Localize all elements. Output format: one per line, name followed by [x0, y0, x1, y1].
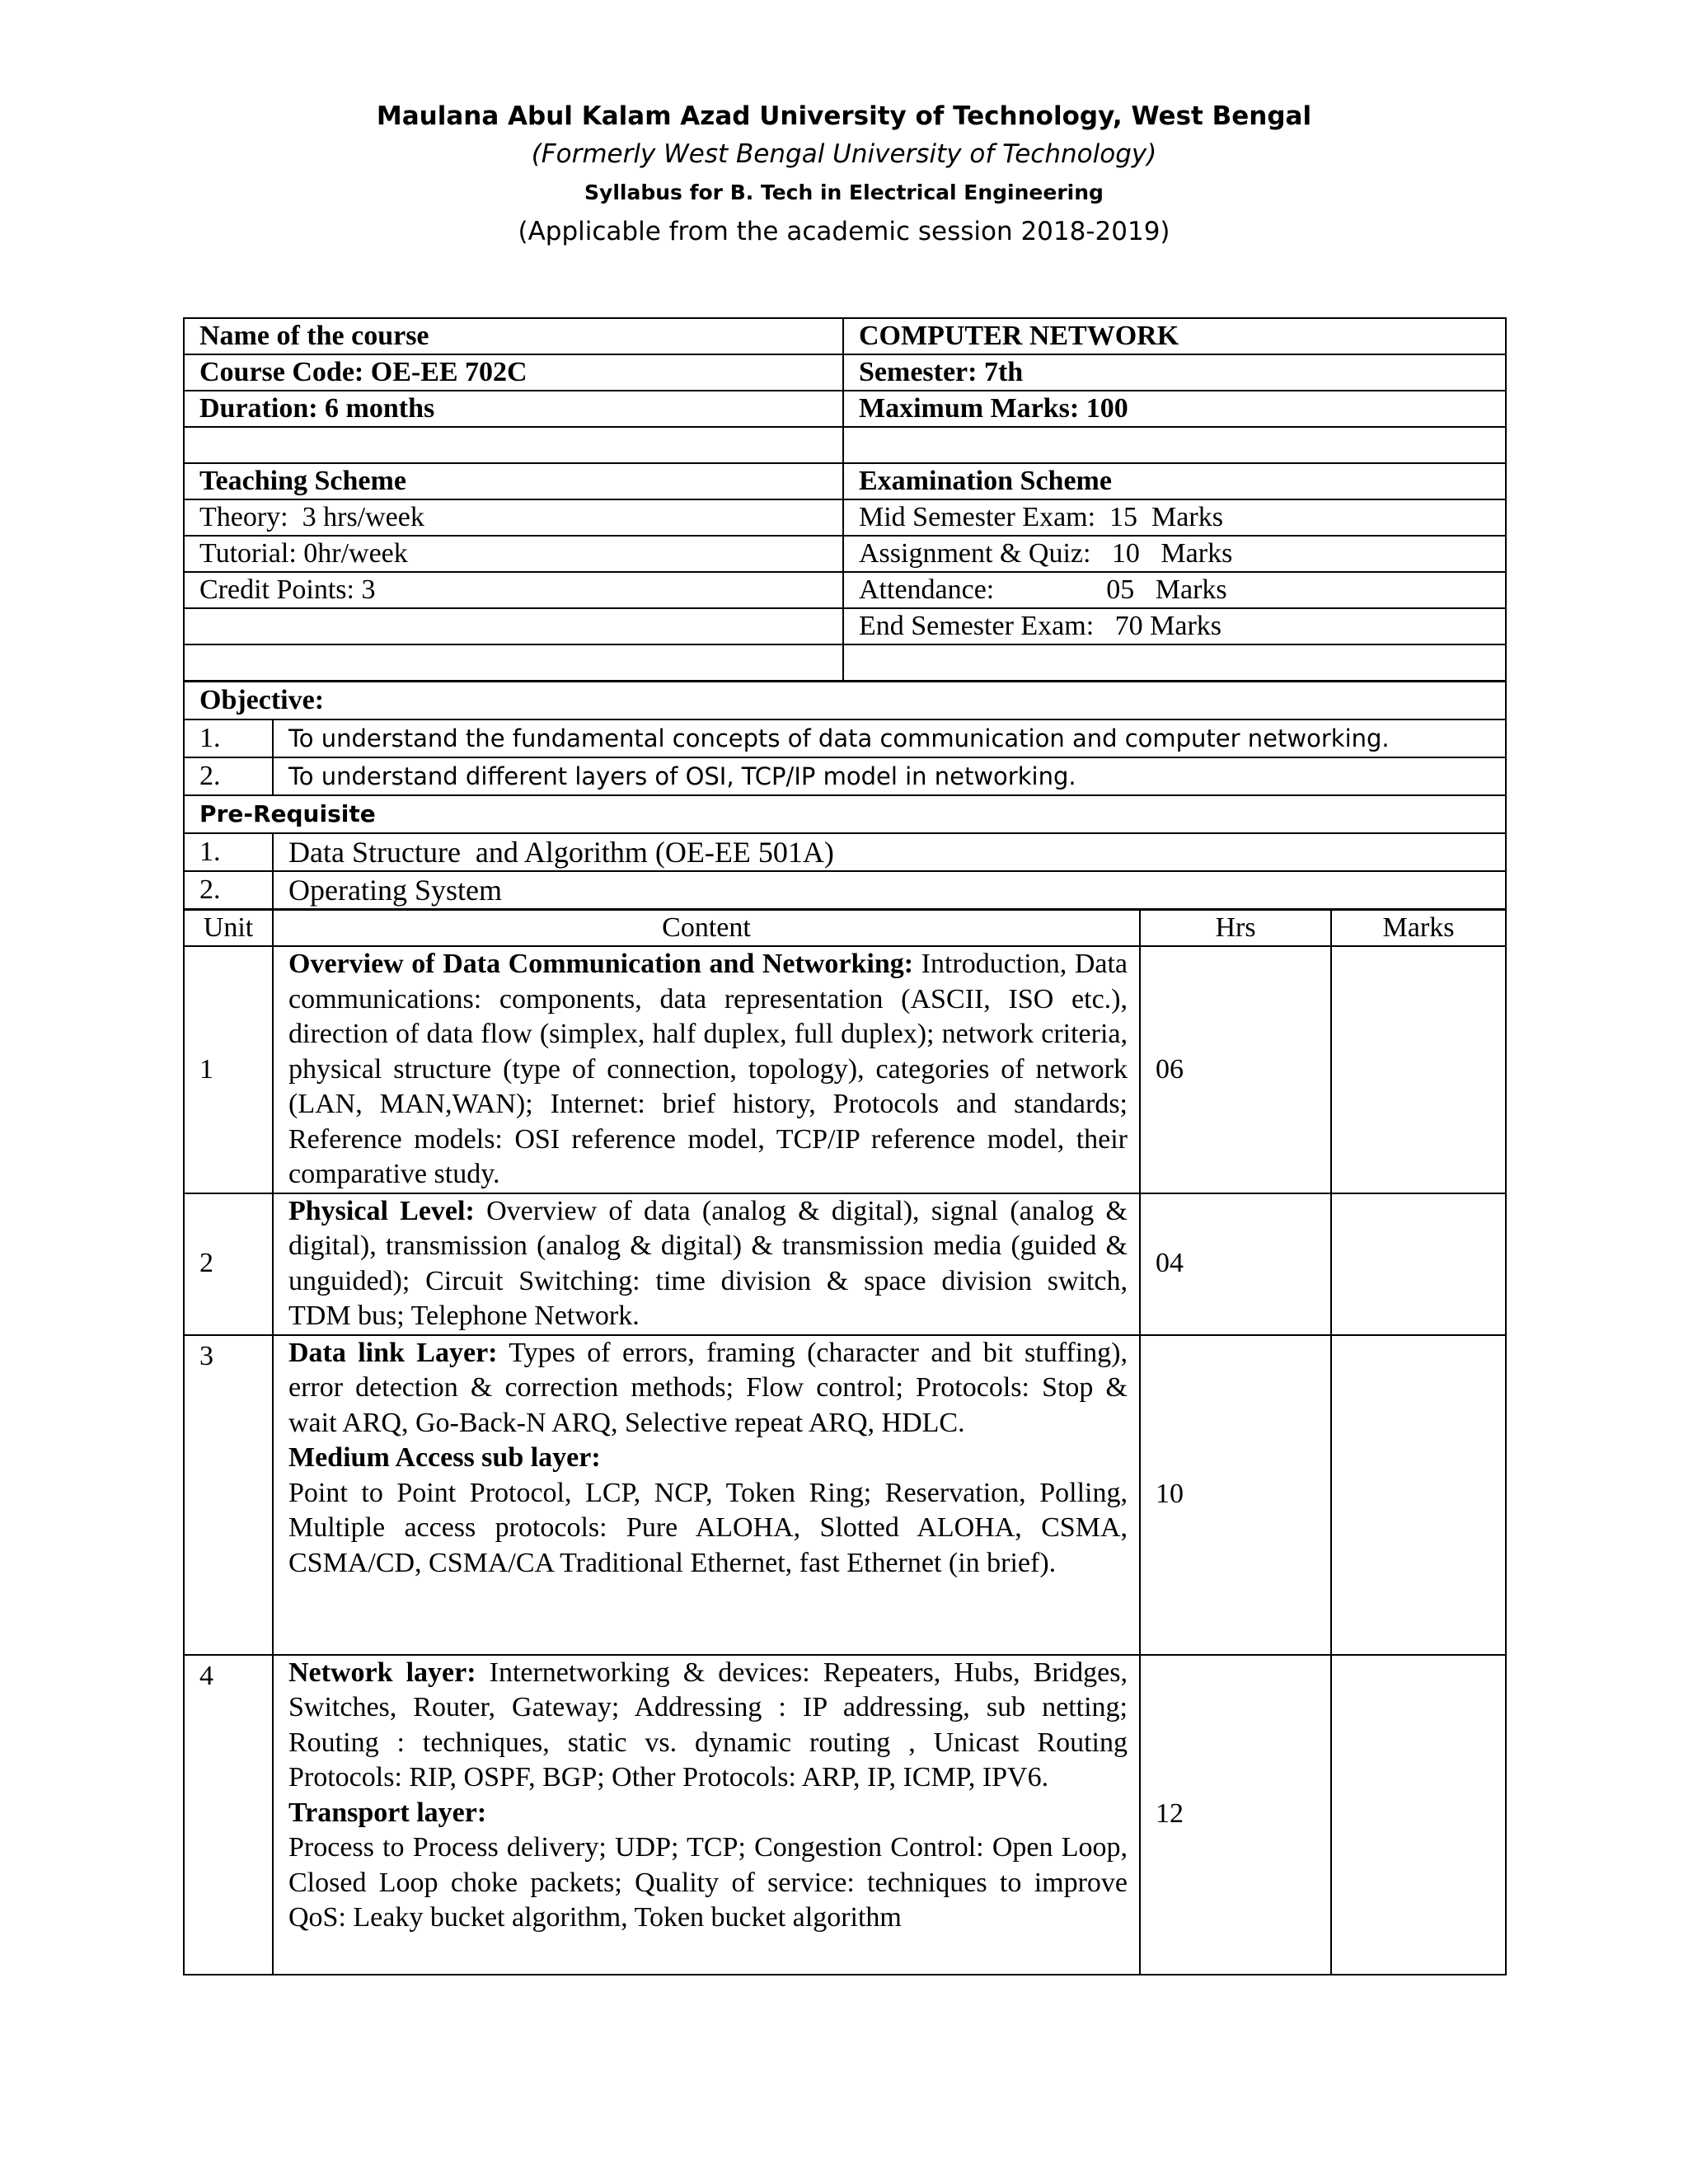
unit-subtitle: Medium Access sub layer:	[288, 1442, 601, 1473]
semester: Semester: 7th	[843, 354, 1506, 391]
course-name-label: Name of the course	[184, 318, 843, 354]
table-row	[184, 946, 1506, 1193]
unit-hours: 06	[1140, 946, 1331, 1193]
list-item	[184, 719, 1506, 757]
prerequisite-text: Operating System	[273, 871, 1506, 909]
prerequisite-heading: Pre-Requisite	[184, 795, 1506, 833]
unit-column-header: Unit	[184, 910, 273, 946]
table-row	[184, 682, 1506, 719]
prerequisite-text: Data Structure and Algorithm (OE-EE 501A)	[273, 833, 1506, 871]
document-header	[0, 97, 1688, 251]
unit-title: Data link Layer:	[288, 1337, 498, 1368]
objective-prerequisite-table	[183, 681, 1507, 910]
unit-subtitle: Transport layer:	[288, 1797, 487, 1828]
unit-hours: 04	[1140, 1193, 1331, 1335]
objective-text: To understand the fundamental concepts of data communication and computer networking.	[273, 719, 1506, 757]
table-row	[184, 427, 1506, 463]
unit-body: Internetworking & devices: Repeaters, Hubs, Bridges, Switches, Router, Gateway; Addressing : IP addressing, sub netting; Routing : techniques, static vs. dynamic routing , Unicast Routing Protocols: RIP, OSPF, BGP; Other Protocols: ARP, IP, ICMP, IPV6.	[288, 1657, 1128, 1793]
table-row	[184, 795, 1506, 833]
prerequisite-number: 2.	[184, 871, 273, 909]
course-info-table	[183, 317, 1507, 682]
unit-content	[273, 1193, 1140, 1335]
unit-marks	[1331, 1193, 1506, 1335]
end-semester-exam: End Semester Exam: 70 Marks	[843, 608, 1506, 644]
table-row	[184, 608, 1506, 644]
units-table	[183, 909, 1507, 1975]
table-row	[184, 1335, 1506, 1655]
list-item	[184, 833, 1506, 871]
table-header-row	[184, 910, 1506, 946]
prerequisite-number: 1.	[184, 833, 273, 871]
marks-column-header: Marks	[1331, 910, 1506, 946]
empty-cell	[184, 608, 843, 644]
unit-title: Overview of Data Communication and Networking:	[288, 949, 914, 979]
unit-hours: 12	[1140, 1655, 1331, 1975]
tutorial-hours: Tutorial: 0hr/week	[184, 536, 843, 572]
empty-cell	[184, 427, 843, 463]
unit-content	[273, 946, 1140, 1193]
empty-cell	[843, 644, 1506, 681]
unit-number: 2	[184, 1193, 273, 1335]
table-row	[184, 391, 1506, 427]
table-row	[184, 644, 1506, 681]
empty-cell	[184, 644, 843, 681]
unit-title: Network layer:	[288, 1657, 476, 1688]
assignment-quiz: Assignment & Quiz: 10 Marks	[843, 536, 1506, 572]
objective-number: 2.	[184, 757, 273, 795]
university-name: Maulana Abul Kalam Azad University of Technology, West Bengal	[376, 101, 1312, 131]
unit-subbody: Point to Point Protocol, LCP, NCP, Token Ring; Reservation, Polling, Multiple access protocols: Pure ALOHA, Slotted ALOHA, CSMA, CSMA/CD, CSMA/CA Traditional Ethernet, fast Ethernet (in brief).	[288, 1477, 1128, 1578]
unit-body: Types of errors, framing (character and bit stuffing), error detection & correction methods; Flow control; Protocols: Stop & wait ARQ, Go-Back-N ARQ, Selective repeat ARQ, HDLC.	[288, 1337, 1128, 1438]
unit-title: Physical Level:	[288, 1195, 475, 1226]
table-row	[184, 499, 1506, 536]
table-row	[184, 463, 1506, 499]
unit-number: 1	[184, 946, 273, 1193]
mid-semester-exam: Mid Semester Exam: 15 Marks	[843, 499, 1506, 536]
list-item	[184, 757, 1506, 795]
applicable-session: (Applicable from the academic session 2018-2019)	[518, 217, 1170, 246]
table-row	[184, 536, 1506, 572]
empty-cell	[843, 427, 1506, 463]
unit-marks	[1331, 946, 1506, 1193]
maximum-marks: Maximum Marks: 100	[843, 391, 1506, 427]
unit-content	[273, 1655, 1140, 1975]
objective-number: 1.	[184, 719, 273, 757]
syllabus-title: Syllabus for B. Tech in Electrical Engineering	[584, 180, 1104, 204]
table-row	[184, 1193, 1506, 1335]
unit-hours: 10	[1140, 1335, 1331, 1655]
unit-marks	[1331, 1655, 1506, 1975]
theory-hours: Theory: 3 hrs/week	[184, 499, 843, 536]
credit-points: Credit Points: 3	[184, 572, 843, 608]
hrs-column-header: Hrs	[1140, 910, 1331, 946]
formerly-name: (Formerly West Bengal University of Technology)	[531, 139, 1157, 169]
table-row	[184, 1655, 1506, 1975]
table-row	[184, 572, 1506, 608]
objective-heading: Objective:	[184, 682, 1506, 719]
objective-text: To understand different layers of OSI, TCP/IP model in networking.	[273, 757, 1506, 795]
unit-number: 4	[184, 1655, 273, 1975]
unit-body: Introduction, Data communications: components, data representation (ASCII, ISO etc.), direction of data flow (simplex, half duplex, full duplex); network criteria, physical structure (type of connection, topology), categories of network (LAN, MAN,WAN); Internet: brief history, Protocols and standards; Reference models: OSI reference model, TCP/IP reference model, their comparative study.	[288, 949, 1128, 1189]
unit-body: Overview of data (analog & digital), signal (analog & digital), transmission (analog & digital) & transmission media (guided & unguided); Circuit Switching: time division & space division switch, TDM bus; Telephone Network.	[288, 1195, 1128, 1331]
course-code: Course Code: OE-EE 702C	[184, 354, 843, 391]
teaching-scheme-heading: Teaching Scheme	[184, 463, 843, 499]
duration: Duration: 6 months	[184, 391, 843, 427]
list-item	[184, 871, 1506, 909]
attendance: Attendance: 05 Marks	[843, 572, 1506, 608]
unit-number: 3	[184, 1335, 273, 1655]
unit-subbody: Process to Process delivery; UDP; TCP; Congestion Control: Open Loop, Closed Loop choke packets; Quality of service: techniques to improve QoS: Leaky bucket algorithm, Token bucket algorithm	[288, 1832, 1128, 1933]
unit-content	[273, 1335, 1140, 1655]
content-column-header: Content	[273, 910, 1140, 946]
examination-scheme-heading: Examination Scheme	[843, 463, 1506, 499]
table-row	[184, 318, 1506, 354]
unit-marks	[1331, 1335, 1506, 1655]
course-name-value: COMPUTER NETWORK	[843, 318, 1506, 354]
table-row	[184, 354, 1506, 391]
